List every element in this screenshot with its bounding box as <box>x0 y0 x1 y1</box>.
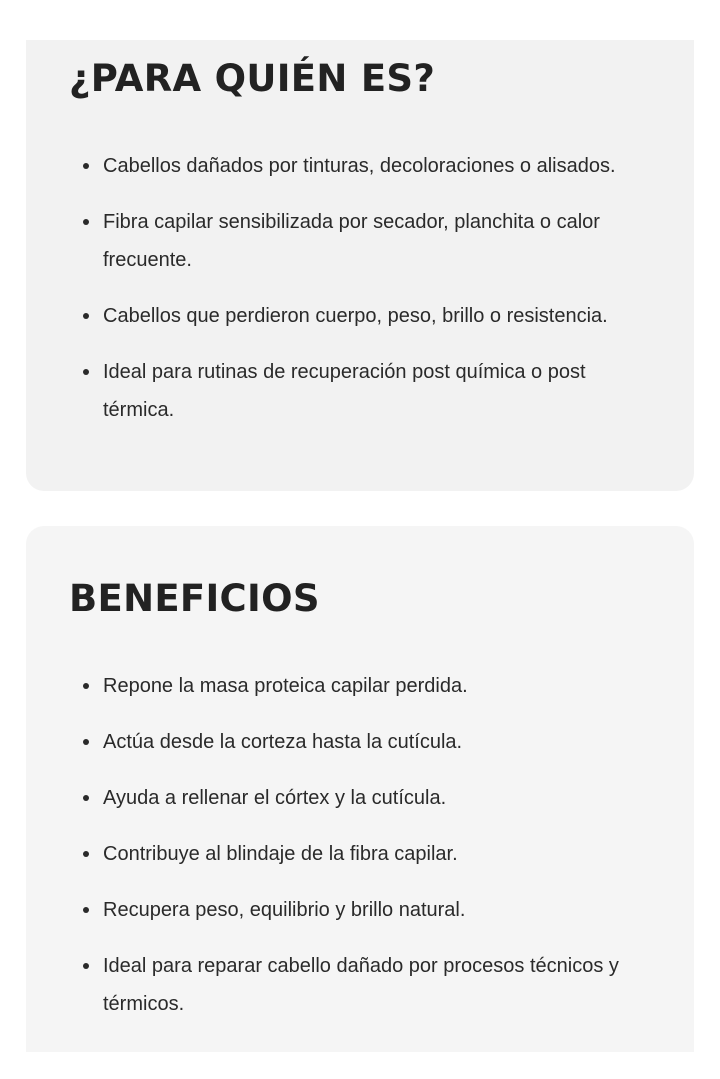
list-item-text: Cabellos que perdieron cuerpo, peso, brillo o resistencia. <box>103 305 608 327</box>
list-item-text: Contribuye al blindaje de la fibra capilar. <box>103 843 458 865</box>
bullet-icon <box>83 907 89 913</box>
list-item <box>61 779 654 817</box>
list-item-text: Ideal para rutinas de recuperación post química o post térmica. <box>103 361 586 421</box>
list-item <box>61 891 654 929</box>
benefits-list <box>61 667 654 1041</box>
list-item-text: Repone la masa proteica capilar perdida. <box>103 675 468 697</box>
who-is-it-for-list <box>61 147 654 447</box>
bullet-icon <box>83 739 89 745</box>
list-item <box>61 147 654 185</box>
bullet-icon <box>83 963 89 969</box>
bullet-icon <box>83 851 89 857</box>
list-item-text: Ideal para reparar cabello dañado por procesos técnicos y térmicos. <box>103 955 619 1015</box>
list-item <box>61 667 654 705</box>
who-is-it-for-title: ¿PARA QUIÉN ES? <box>69 57 436 100</box>
who-is-it-for-section <box>26 40 694 491</box>
list-item <box>61 835 654 873</box>
list-item <box>61 297 654 335</box>
list-item-text: Actúa desde la corteza hasta la cutícula. <box>103 731 463 753</box>
list-item-text: Recupera peso, equilibrio y brillo natural. <box>103 899 466 921</box>
bullet-icon <box>83 219 89 225</box>
bullet-icon <box>83 313 89 319</box>
benefits-section <box>26 526 694 1052</box>
bullet-icon <box>83 163 89 169</box>
bullet-icon <box>83 369 89 375</box>
list-item <box>61 203 654 279</box>
list-item-text: Cabellos dañados por tinturas, decoloraciones o alisados. <box>103 155 616 177</box>
list-item-text: Fibra capilar sensibilizada por secador, planchita o calor frecuente. <box>103 211 600 271</box>
benefits-title: BENEFICIOS <box>69 577 320 620</box>
bullet-icon <box>83 795 89 801</box>
list-item-text: Ayuda a rellenar el córtex y la cutícula. <box>103 787 447 809</box>
list-item <box>61 723 654 761</box>
bullet-icon <box>83 683 89 689</box>
list-item <box>61 947 654 1023</box>
list-item <box>61 353 654 429</box>
